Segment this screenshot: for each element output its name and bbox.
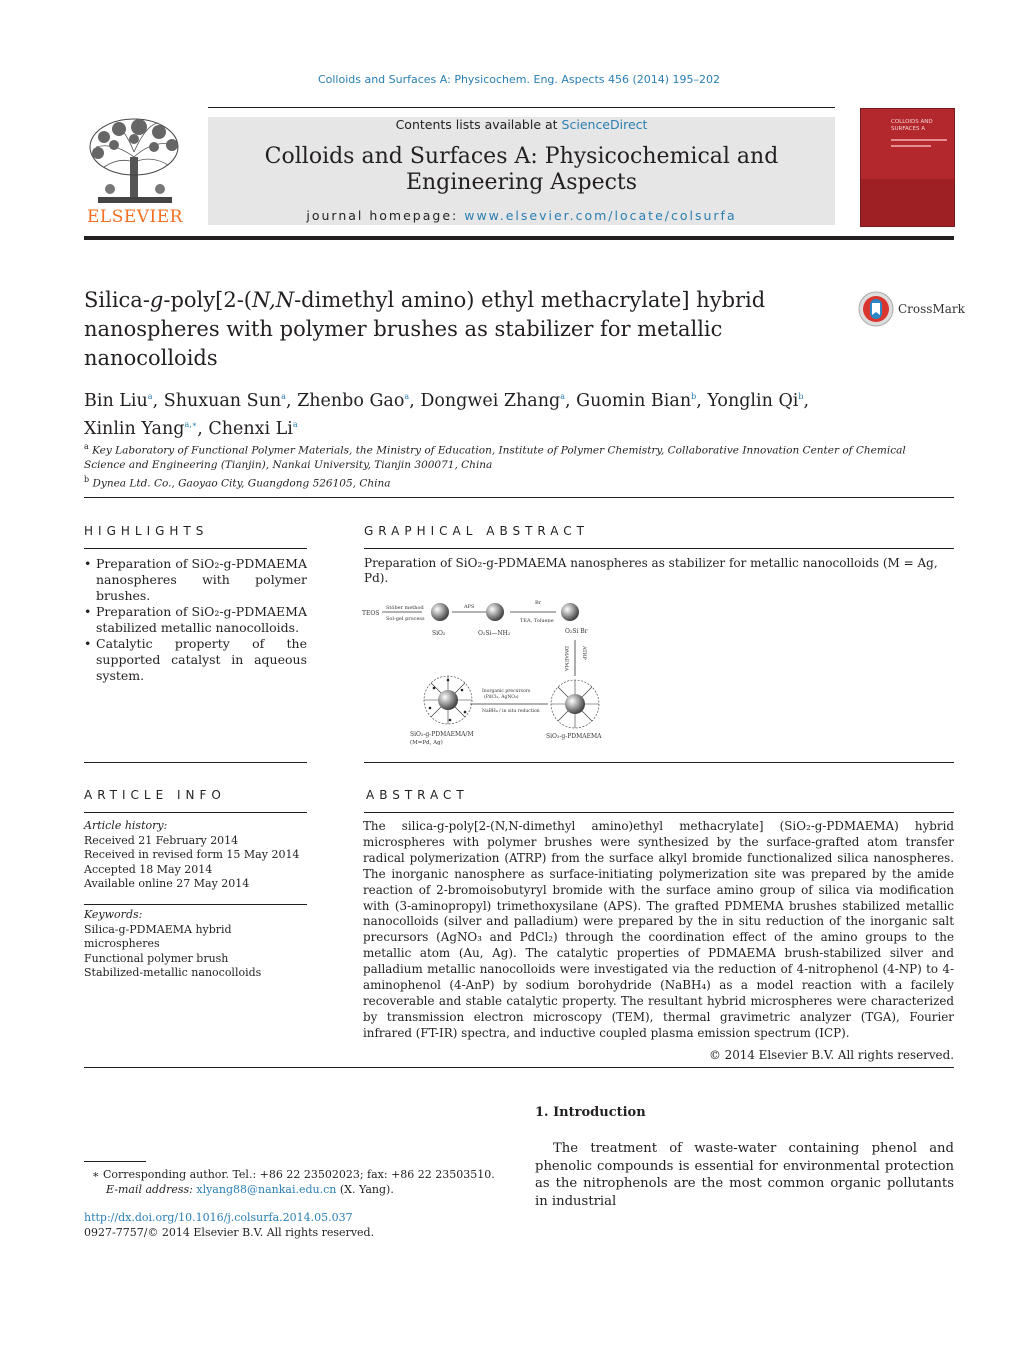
sciencedirect-link[interactable]: ScienceDirect — [561, 117, 648, 132]
title-line2: nanospheres with polymer brushes as stabilizer for metallic — [84, 317, 723, 341]
journal-cover — [860, 108, 955, 227]
scheme-label-aps: APS — [464, 604, 475, 610]
journal-title-line2: Engineering Aspects — [405, 170, 638, 195]
abstract-body — [363, 819, 954, 1064]
author-name: Zhenbo Gao — [297, 390, 405, 411]
masthead-panel — [208, 117, 835, 225]
elsevier-tree-icon — [84, 117, 186, 209]
author-name: Guomin Bian — [576, 390, 692, 411]
scheme-label-sio2: SiO₂ — [432, 630, 446, 637]
masthead-top-rule — [208, 107, 835, 108]
author: Xinlin Yang$^{a,∗}$, — [84, 418, 209, 439]
author-line-1 — [84, 385, 844, 413]
email-line — [92, 1182, 512, 1197]
scheme-label-atrp: ATRP — [581, 646, 587, 660]
title-line3: nanocolloids — [84, 346, 218, 370]
journal-reference[interactable]: Colloids and Surfaces A: Physicochem. Eng. Aspects 456 (2014) 195–202 — [317, 73, 721, 86]
affiliation-mark[interactable]: a,∗ — [184, 419, 198, 429]
issn-line: 0927-7757/© 2014 Elsevier B.V. All rights reserved. — [84, 1226, 375, 1239]
affiliation-b-line: Dynea Ltd. Co., Gaoyao City, Guangdong 526105, China — [92, 477, 391, 489]
scheme-label-dmaema: DMAEMA — [563, 646, 569, 672]
corresponding-author — [92, 1167, 512, 1182]
author: Dongwei Zhang$^a$, — [420, 390, 577, 411]
revised-date: Received in revised form 15 May 2014 — [84, 848, 300, 861]
scheme-label-sio2-br: O₂Si Br — [565, 628, 588, 635]
abstract-text: The silica-g-poly[2-(N,N-dimethyl amino)ethyl methacrylate] (SiO₂-g-PDMAEMA) hybrid microspheres with polymer brushes were synthesized by the surface-grafted atom transfer radical polymerization (ATRP) from the surface alkyl bromide functionalized silica nanospheres. The inorganic nanosphere as surface-initiating polymerization site was prepared by the amide reaction of 2-bromoisobutyryl bromide with the surface amino group of silica via modification with (3-aminopropyl) trimethoxysilane (APS). The grafted PDMEMA brushes stabilized metallic nanocolloids (silver and palladium) were prepared by the in situ reduction of the inorganic salt precursors (AgNO₃ and PdCl₂) through the coordination effect of the amino groups to the metallic atom (Au, Ag). The catalytic properties of PDMAEMA brush-stabilized silver and palladium metallic nanocolloids were investigated via the reduction of 4-nitrophenol (4-NP) to 4-aminophenol (4-AnP) by sodium borohydride (NaBH₄) as a model reaction with a facilely recoverable and stable catalytic property. The resultant hybrid microspheres were characterized by transmission electron microscopy (TEM), thermal gravimetric analyzer (TGA), Fourier infrared (FT-IR) spectra, and inductive coupled plasma emission spectrum (ICP). — [363, 819, 954, 1040]
scheme-label-reduce1: Inorganic precursors — [482, 689, 531, 694]
cover-stripe — [891, 145, 931, 147]
highlight-item: • Catalytic property of the supported catalyst in aqueous system. — [84, 636, 307, 684]
affiliation-mark: b — [84, 474, 90, 484]
title-text: g — [149, 288, 164, 312]
affiliation-a-line2: Science and Engineering (Tianjin), Nankai University, Tianjin 300071, China — [84, 459, 493, 471]
amino-silica-sphere — [486, 603, 504, 621]
affiliation-mark: a — [84, 442, 89, 451]
cover-panel — [861, 179, 954, 226]
affiliations — [84, 440, 954, 491]
scheme-label-left: SiO₂-g-PDMAEMA/M — [410, 731, 474, 738]
crossmark-badge[interactable] — [858, 291, 965, 329]
divider — [84, 497, 954, 498]
title-text: -poly[2-( — [163, 288, 252, 312]
affiliation-mark[interactable]: a — [560, 392, 565, 401]
graphical-abstract-figure — [360, 596, 620, 746]
copyright: © 2014 Elsevier B.V. All rights reserved. — [708, 1047, 954, 1062]
author-name: Dongwei Zhang — [420, 390, 561, 411]
email-label: E-mail address: — [106, 1183, 197, 1196]
article-info-heading: ARTICLE INFO — [84, 788, 226, 802]
title-text: N,N — [251, 288, 295, 312]
article-title — [84, 286, 844, 373]
divider — [364, 762, 954, 763]
elsevier-logo — [84, 117, 186, 227]
affiliation-mark[interactable]: a — [147, 392, 153, 401]
brush-sphere-right — [551, 680, 599, 728]
affiliation-a-line1: Key Laboratory of Functional Polymer Materials, the Ministry of Education, Institute of Polymer Chemistry, Collaborative Innovation Center of Chemical — [92, 444, 906, 457]
scheme-label-reduce3: NaBH₄ / in situ reduction — [482, 709, 540, 714]
online-date: Available online 27 May 2014 — [84, 877, 250, 890]
scheme-label-br: Br — [535, 600, 542, 606]
masthead-bottom-rule — [84, 236, 954, 240]
journal-title — [208, 144, 835, 196]
cover-stripe — [891, 139, 947, 141]
scheme-label-step1: Stöber method — [386, 605, 424, 611]
highlights-list — [84, 556, 307, 684]
crossmark-icon — [858, 291, 894, 327]
divider — [84, 548, 307, 549]
affiliation-mark[interactable]: a — [281, 392, 286, 401]
author: Bin Liu$^a$, — [84, 390, 164, 411]
author-line-2 — [84, 413, 844, 441]
email-link[interactable]: xlyang88@nankai.edu.cn — [196, 1183, 337, 1196]
title-text: Silica- — [84, 288, 150, 312]
author: Yonglin Qi$^b$, — [707, 390, 810, 411]
scheme-label-sio2-nh2: O₂Si—NH₂ — [478, 630, 511, 637]
keyword: Silica-g-PDMAEMA hybrid microspheres — [84, 922, 232, 950]
graphical-abstract-caption: Preparation of SiO₂-g-PDMAEMA nanospheres as stabilizer for metallic nanocolloids (M = Ag, Pd). — [364, 556, 938, 585]
article-history — [84, 819, 307, 892]
history-label: Article history: — [84, 819, 168, 832]
scheme-label-left2: (M=Pd, Ag) — [410, 740, 443, 746]
divider — [364, 812, 954, 813]
crossmark-label: CrossMark — [898, 302, 965, 316]
scheme-label-tea: TEA, Toluene — [520, 618, 554, 624]
homepage-line — [208, 208, 835, 223]
affiliation-mark[interactable]: b — [691, 392, 697, 401]
divider — [84, 762, 307, 763]
affiliation-mark[interactable]: a — [404, 392, 410, 401]
keyword: Functional polymer brush — [84, 951, 229, 965]
divider — [84, 1067, 954, 1068]
highlights-heading: HIGHLIGHTS — [84, 524, 209, 538]
initiator-silica-sphere — [561, 603, 579, 621]
author-name: Bin Liu — [84, 390, 148, 411]
accepted-date: Accepted 18 May 2014 — [84, 862, 213, 876]
reaction-scheme — [360, 596, 620, 746]
keyword: Stabilized-metallic nanocolloids — [84, 966, 262, 979]
keywords-label: Keywords: — [84, 908, 143, 921]
introduction-text: The treatment of waste-water containing phenol and phenolic compounds is essential for environmental protection as the nitrophenols are the most common organic pollutants in industrial — [535, 1141, 954, 1209]
homepage-link[interactable]: www.elsevier.com/locate/colsurfa — [464, 208, 737, 223]
email-suffix: (X. Yang). — [336, 1183, 394, 1196]
divider — [84, 812, 307, 813]
contents-line — [208, 117, 835, 132]
silica-sphere — [431, 603, 449, 621]
author-name: Chenxi Li — [208, 418, 293, 439]
abstract-heading: ABSTRACT — [366, 788, 469, 802]
title-text: -dimethyl amino) ethyl methacrylate] hybrid — [294, 288, 766, 312]
scheme-label-step1b: Sol-gel process — [386, 616, 425, 622]
graphical-abstract-heading: GRAPHICAL ABSTRACT — [364, 524, 589, 538]
author-name: Xinlin Yang — [84, 418, 185, 439]
affiliation-b — [84, 473, 954, 491]
corresponding-text: Corresponding author. Tel.: +86 22 23502023; fax: +86 22 23503510. — [102, 1168, 495, 1181]
divider — [84, 904, 307, 905]
author — [208, 419, 297, 439]
author-name: Shuxuan Sun — [163, 390, 282, 411]
affiliation-mark[interactable]: a — [292, 419, 298, 429]
brush-sphere-left — [424, 676, 472, 724]
keywords — [84, 908, 307, 981]
scheme-label-right: SiO₂-g-PDMAEMA — [546, 733, 602, 740]
scheme-label-reduce2: (PdCl₂, AgNO₃) — [484, 695, 519, 700]
doi-link[interactable]: http://dx.doi.org/10.1016/j.colsurfa.2014.05.037 — [84, 1211, 353, 1224]
homepage-prefix: journal homepage: — [306, 208, 465, 223]
cover-title: COLLOIDS AND SURFACES A — [891, 119, 933, 132]
author-list — [84, 385, 844, 441]
journal-title-line1: Colloids and Surfaces A: Physicochemical and — [264, 144, 779, 169]
received-date: Received 21 February 2014 — [84, 833, 239, 847]
highlight-item: • Preparation of SiO₂-g-PDMAEMA stabilized metallic nanocolloids. — [84, 604, 307, 636]
author: Zhenbo Gao$^a$, — [297, 390, 421, 411]
introduction-heading: 1. Introduction — [535, 1105, 646, 1120]
affiliation-mark[interactable]: b — [798, 392, 804, 401]
divider — [364, 548, 954, 549]
author: Guomin Bian$^b$, — [576, 390, 708, 411]
footnote-star: ∗ — [92, 1168, 100, 1181]
footnote-rule — [84, 1161, 146, 1162]
footnote — [92, 1167, 512, 1197]
publisher-name: ELSEVIER — [87, 207, 183, 227]
affiliation-a — [84, 440, 954, 458]
scheme-label-teos: TEOS — [362, 610, 380, 617]
contents-prefix: Contents lists available at — [395, 117, 562, 132]
author: Shuxuan Sun$^a$, — [163, 390, 298, 411]
author-name: Yonglin Qi — [707, 390, 799, 411]
highlight-item: • Preparation of SiO₂-g-PDMAEMA nanospheres with polymer brushes. — [84, 556, 307, 604]
